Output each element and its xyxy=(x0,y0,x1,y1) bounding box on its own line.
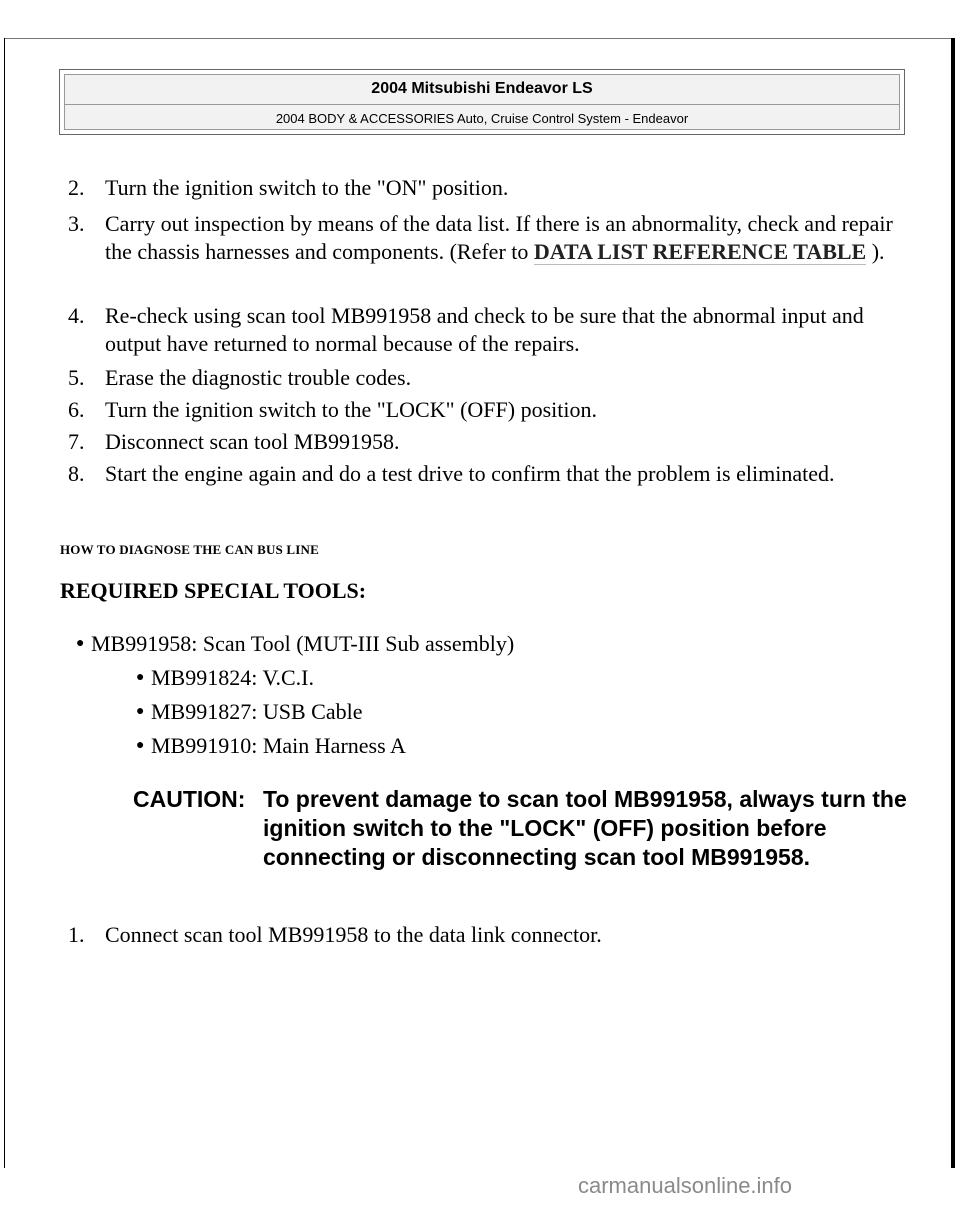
data-list-reference-link[interactable]: DATA LIST REFERENCE TABLE xyxy=(533,239,867,264)
caution-text: To prevent damage to scan tool MB991958, always turn the ignition switch to the "LOCK" (OFF) position before connecting or disconnecting scan tool MB991958. xyxy=(263,786,907,870)
step-2 xyxy=(68,174,908,202)
step-5 xyxy=(68,364,908,392)
step-number: 8. xyxy=(68,461,85,486)
step-3 xyxy=(68,210,908,266)
step-text: Erase the diagnostic trouble codes. xyxy=(105,365,412,390)
document-header xyxy=(59,69,905,135)
step-bottom-1 xyxy=(68,921,908,949)
header-divider xyxy=(65,104,899,105)
tool-item-main xyxy=(76,630,514,658)
step-text: Turn the ignition switch to the "ON" position. xyxy=(105,175,509,200)
step-number: 1. xyxy=(68,922,85,947)
tool-item-text: MB991824: V.C.I. xyxy=(151,665,315,690)
step-number: 2. xyxy=(68,175,85,200)
step-text xyxy=(105,210,908,266)
step-number: 5. xyxy=(68,365,85,390)
step-text-main: Carry out inspection by means of the data list. If there is an abnormality, check and repair the chassis harnesses and components. (Refer to xyxy=(105,211,893,264)
bullet-icon: ● xyxy=(76,636,85,651)
step-4 xyxy=(68,302,908,358)
footer-watermark: carmanualsonline.info xyxy=(578,1173,793,1198)
step-6 xyxy=(68,396,908,424)
step-7 xyxy=(68,428,908,456)
header-inner xyxy=(64,74,900,130)
header-subtitle: 2004 BODY & ACCESSORIES Auto, Cruise Control System - Endeavor xyxy=(275,111,689,126)
step-number: 7. xyxy=(68,429,85,454)
step-text: Disconnect scan tool MB991958. xyxy=(105,429,400,454)
tools-heading: REQUIRED SPECIAL TOOLS: xyxy=(60,578,367,603)
page-frame-top xyxy=(4,38,955,39)
bullet-icon: ● xyxy=(136,738,145,753)
page-frame-right xyxy=(951,38,955,1168)
step-text: Turn the ignition switch to the "LOCK" (OFF) position. xyxy=(105,397,598,422)
tool-item-text: MB991958: Scan Tool (MUT-III Sub assembly) xyxy=(91,631,515,656)
step-8 xyxy=(68,460,908,488)
caution-note xyxy=(133,785,913,872)
bullet-icon: ● xyxy=(136,670,145,685)
header-title: 2004 Mitsubishi Endeavor LS xyxy=(371,80,593,97)
step-text: Re-check using scan tool MB991958 and check to be sure that the abnormal input and output have returned to normal because of the repairs. xyxy=(105,303,864,356)
step-text: Start the engine again and do a test drive to confirm that the problem is eliminated. xyxy=(105,461,835,486)
step-number: 6. xyxy=(68,397,85,422)
tool-item-text: MB991910: Main Harness A xyxy=(151,733,406,758)
page-frame-left xyxy=(4,38,5,1168)
caution-label: CAUTION: xyxy=(133,786,246,812)
step-number: 3. xyxy=(68,211,85,236)
step-number: 4. xyxy=(68,303,85,328)
tool-item-text: MB991827: USB Cable xyxy=(151,699,363,724)
section-heading: HOW TO DIAGNOSE THE CAN BUS LINE xyxy=(60,542,320,557)
step-text-after: ). xyxy=(866,239,885,264)
step-text: Connect scan tool MB991958 to the data link connector. xyxy=(105,922,602,947)
tool-item-sub xyxy=(136,732,406,760)
bullet-icon: ● xyxy=(136,704,145,719)
tool-item-sub xyxy=(136,698,362,726)
tool-item-sub xyxy=(136,664,314,692)
